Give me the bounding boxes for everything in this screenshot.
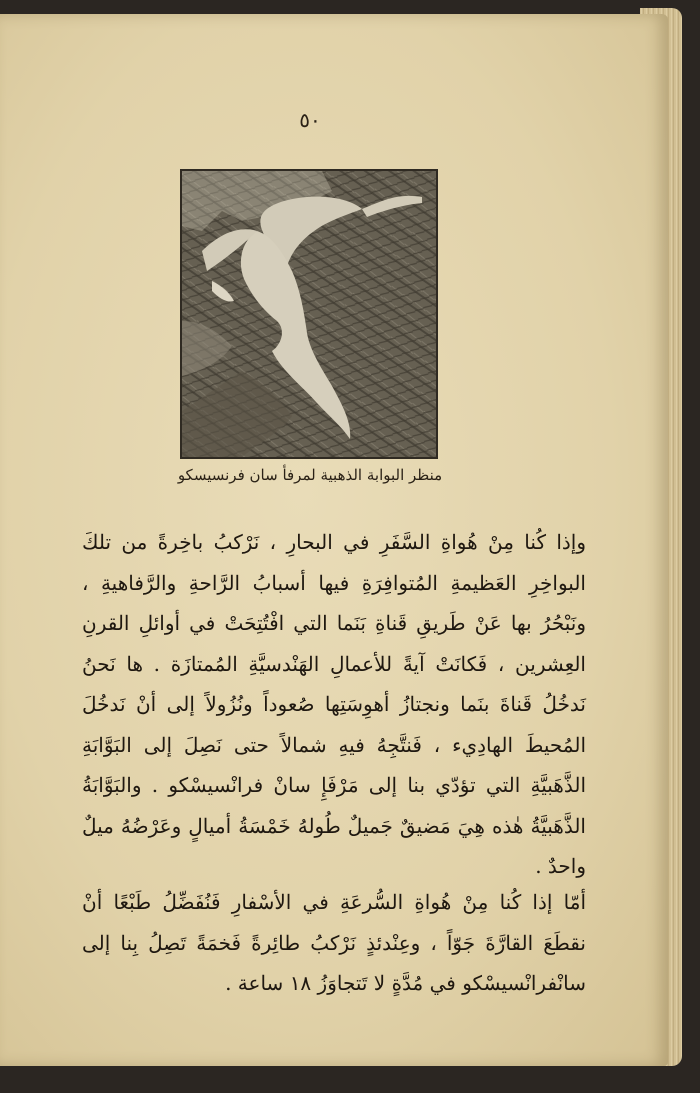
page-number: ٥٠ [299,108,321,132]
relief-map-image [182,171,436,457]
golden-gate-map-figure [180,169,438,459]
body-paragraph-2: أمّا إذا كُنا مِنْ هُواةِ السُّرعَةِ في الأسْفارِ فَنُفَضِّلُ طَبْعًا أنْ نقطَعَ القارَّةَ جَوّاً ، وعِنْدئذٍ نَرْكبُ طائِرةً فَخمَةً تَصِلُ بِنا إلى سانْفرانْسيسْكو في مُدَّةٍ لا تَتجاوَزُ ١٨ ساعة . [82,890,586,995]
figure-caption: منظر البوابة الذهبية لمرفأ سان فرنسيسكو [177,466,443,484]
body-paragraph-1: وإذا كُنا مِنْ هُواةِ السَّفَرِ في البحارِ ، نَرْكبُ باخِرةً من تلكَ البواخِرِ العَظيمةِ المُتوافِرَةِ فيها أسبابُ الرَّاحةِ والرَّفاهيةِ ، ونَبْحُرُ بها عَنْ طَريقِ قَناةِ بَنَما التي افْتُتِحَتْ في أوائلِ القرنِ العِشرين ، فَكانَتْ آيةً للأعمالِ الهَنْدسيَّةِ المُمتازَة . ها نَحنُ نَدخُلُ قَناةَ بنَما ونجتازُ أهوِسَتِها صُعوداً ونُزُولاً إلى أنْ نَدخُلَ المُحيطَ الهادِيء ، فَنتَّجِهُ فيهِ شمالاً حتى نَصِلَ إلى البَوَّابَةِ الذَّهَبيَّةِ التي تؤدّي بنا إلى مَرْفَإِ سانْ فرانْسيسْكو . والبَوَّابَةُ الذَّهَبيَّةُ هٰذه هِيَ مَضيقٌ جَميلٌ طُولهُ خَمْسَةُ أميالٍ وعَرْضُهُ ميلٌ واحدٌ . [82,530,586,878]
page-sheet [0,14,668,1066]
